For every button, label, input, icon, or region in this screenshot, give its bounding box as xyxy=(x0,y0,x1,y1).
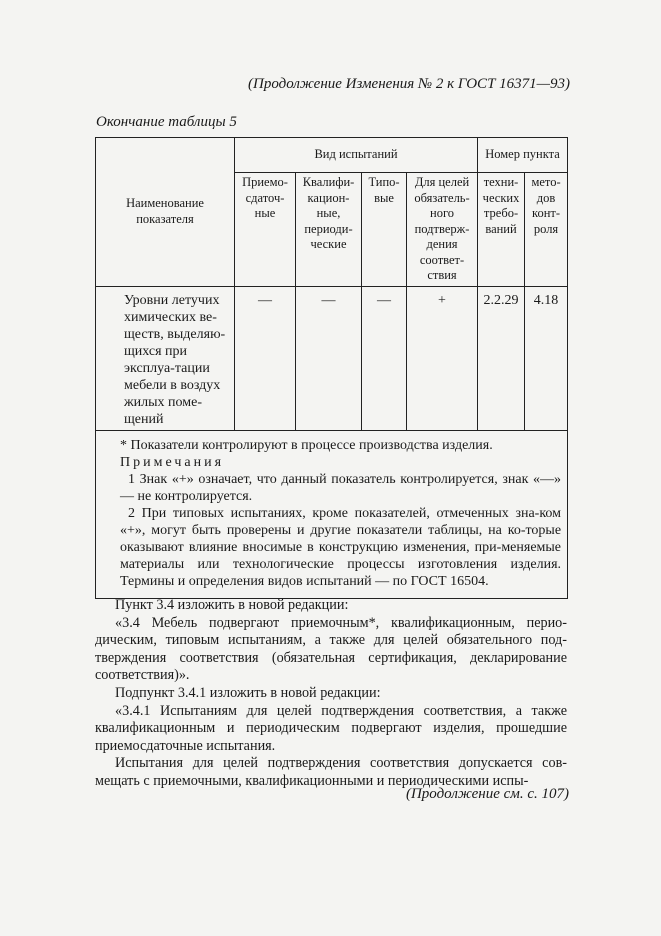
header-tech-requirements: техни-ческих требо-ваний xyxy=(478,173,525,287)
cell-acceptance: — xyxy=(235,286,296,430)
header-control-methods: мето-дов конт-роля xyxy=(525,173,568,287)
paragraph: Испытания для целей подтверждения соответствия допускается сов-мещать с приемочными, квалификационными и периодическими испы- xyxy=(95,755,567,789)
paragraph: «3.4.1 Испытаниям для целей подтверждения соответствия, а также квалификационным и периодическим подвергают изделия, прошедшие приемосдаточные испытания. xyxy=(95,702,567,754)
footnote: * Показатели контролируют в процессе производства изделия. xyxy=(120,437,493,453)
cell-conformity: + xyxy=(407,286,478,430)
table-caption: Окончание таблицы 5 xyxy=(96,114,237,130)
header-item-number: Номер пункта xyxy=(478,138,568,173)
cell-type: — xyxy=(362,286,407,430)
cell-qualification: — xyxy=(296,286,362,430)
page-header: (Продолжение Изменения № 2 к ГОСТ 16371—93) xyxy=(248,76,570,92)
header-indicator-name: Наименование показателя xyxy=(96,138,235,287)
paragraph: Пункт 3.4 изложить в новой редакции: xyxy=(115,597,349,613)
header-conformity: Для целей обязатель-ного подтверж-дения соответ-ствия xyxy=(407,173,478,287)
cell-method-item: 4.18 xyxy=(525,286,568,430)
table-notes xyxy=(96,430,568,598)
paragraph: «3.4 Мебель подвергают приемочным*, квалификационным, перио-дическим, типовым испытаниям, а также для целей обязательного под-тверждения соответствия (обязательная сертификация, декларирование соответствия)». xyxy=(95,614,567,684)
page-footer: (Продолжение см. с. 107) xyxy=(405,786,569,802)
tests-table xyxy=(95,137,568,599)
header-test-type: Вид испытаний xyxy=(235,138,478,173)
note-1: 1 Знак «+» означает, что данный показатель контролируется, знак «—» — не контролируется. xyxy=(120,471,562,504)
header-qualification: Квалифи-кацион-ные, периоди-ческие xyxy=(296,173,362,287)
table-row xyxy=(96,286,568,430)
row-indicator-name: Уровни летучих химических ве-ществ, выделяю-щихся при эксплуа-тации мебели в воздух жилых поме-щений xyxy=(96,286,235,430)
header-type: Типо-вые xyxy=(362,173,407,287)
cell-req-item: 2.2.29 xyxy=(478,286,525,430)
note-2: 2 При типовых испытаниях, кроме показателей, отмеченных зна-ком «+», могут быть проверены и другие показатели таблицы, на ко-торые оказывают влияние вносимые в конструкцию изменения, при-меняемые материалы или технологические процессы изготовления изделия. Термины и определения видов испытаний — по ГОСТ 16504. xyxy=(120,505,562,589)
header-acceptance: Приемо-сдаточ-ные xyxy=(235,173,296,287)
notes-title: Примечания xyxy=(120,454,225,470)
body-text xyxy=(95,597,567,791)
paragraph: Подпункт 3.4.1 изложить в новой редакции: xyxy=(115,684,381,701)
